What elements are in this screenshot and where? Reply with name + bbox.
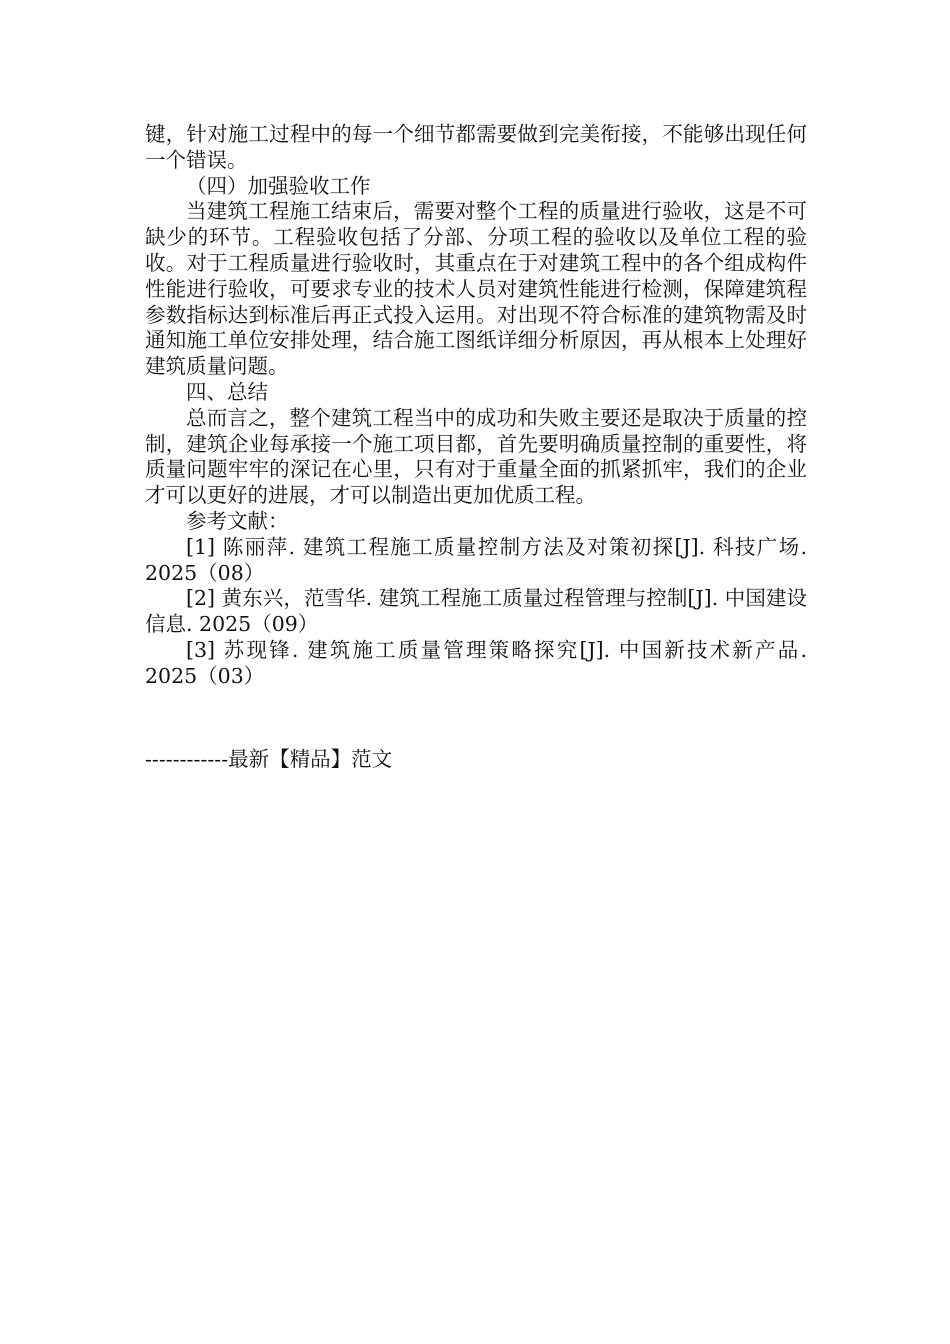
footer-banner: ------------最新【精品】范文 bbox=[145, 747, 393, 771]
reference-item-2: [2] 黄东兴，范雪华. 建筑工程施工质量过程管理与控制[J]. 中国建设信息. 2025（09） bbox=[145, 586, 807, 637]
section-heading-summary: 四、总结 bbox=[186, 379, 268, 404]
paragraph-summary: 总而言之，整个建筑工程当中的成功和失败主要还是取决于质量的控制，建筑企业每承接一个施工项目都，首先要明确质量控制的重要性，将质量问题牢牢的深记在心里，只有对于重量全面的抓紧抓牢，我们的企业才可以更好的进展，才可以制造出更加优质工程。 bbox=[145, 405, 807, 508]
document-body bbox=[145, 122, 807, 690]
reference-item-3: [3] 苏现锋. 建筑施工质量管理策略探究[J]. 中国新技术新产品. 2025（03） bbox=[145, 637, 807, 688]
references-heading: 参考文献： bbox=[186, 508, 289, 533]
paragraph-continuation: 键，针对施工过程中的每一个细节都需要做到完美衔接，不能够出现任何一个错误。 bbox=[145, 122, 807, 172]
reference-item-1: [1] 陈丽萍. 建筑工程施工质量控制方法及对策初探[J]. 科技广场. 2025（08） bbox=[145, 534, 807, 585]
section-heading-acceptance: （四）加强验收工作 bbox=[186, 173, 371, 198]
paragraph-acceptance: 当建筑工程施工结束后，需要对整个工程的质量进行验收，这是不可缺少的环节。工程验收包括了分部、分项工程的验收以及单位工程的验收。对于工程质量进行验收时，其重点在于对建筑工程中的各个组成构件性能进行验收，可要求专业的技术人员对建筑性能进行检测，保障建筑程参数指标达到标准后再正式投入运用。对出现不符合标准的建筑物需及时通知施工单位安排处理，结合施工图纸详细分析原因，再从根本上处理好建筑质量问题。 bbox=[145, 199, 807, 379]
